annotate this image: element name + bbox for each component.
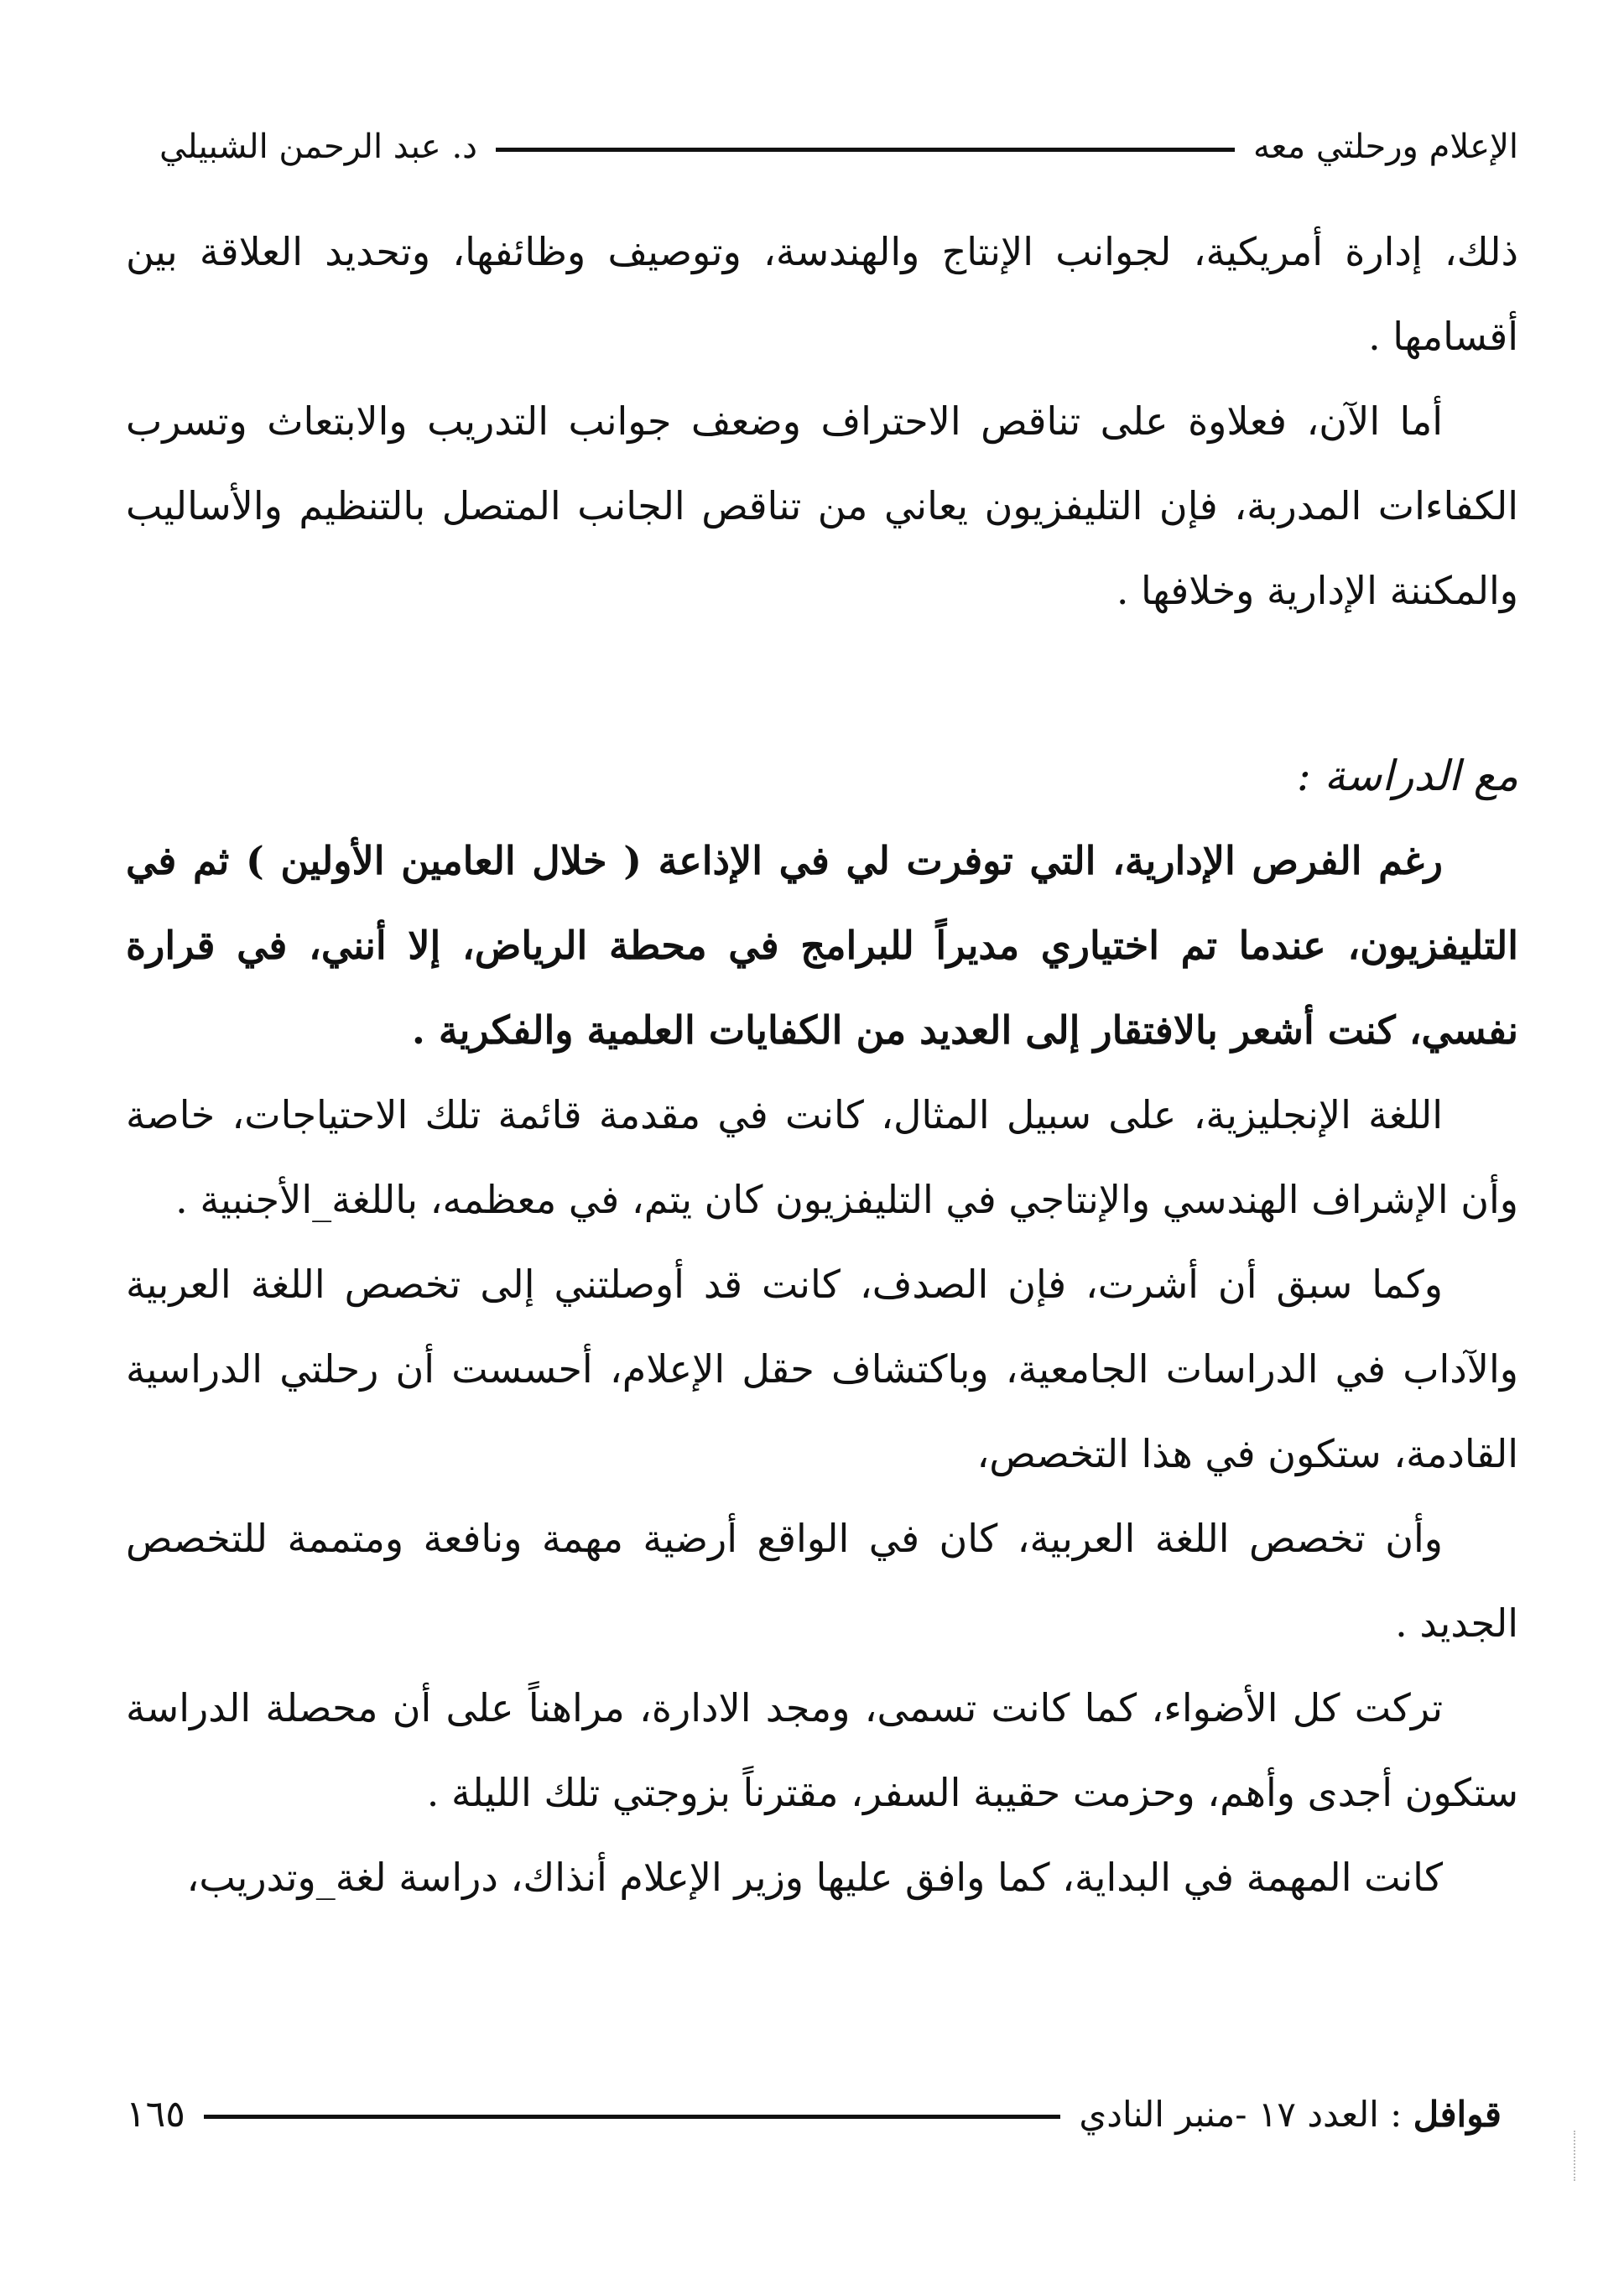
journal-name: قوافل (1413, 2093, 1502, 2135)
paragraph: اللغة الإنجليزية، على سبيل المثال، كانت في مقدمة قائمة تلك الاحتياجات، خاصة وأن الإشراف الهندسي والإنتاجي في التليفزيون كان يتم، في معظمه، باللغة_الأجنبية . (126, 1092, 1518, 1222)
body-text (126, 210, 1518, 1920)
paragraph: وأن تخصص اللغة العربية، كان في الواقع أرضية مهمة ونافعة ومتممة للتخصص الجديد . (126, 1516, 1518, 1646)
header-rule (496, 148, 1235, 152)
running-footer (126, 2080, 1502, 2147)
running-header (159, 117, 1518, 176)
section-heading: مع الدراسة : (1296, 752, 1518, 800)
paragraph: كانت المهمة في البداية، كما وافق عليها وزير الإعلام أنذاك، دراسة لغة_وتدريب، (186, 1855, 1443, 1900)
paragraph: أما الآن، فعلاوة على تناقص الاحتراف وضعف جوانب التدريب والابتعاث وتسرب الكفاءات المدربة، فإن التليفزيون يعاني من تناقص الجانب المتصل بالتنظيم والأساليب والمكننة الإدارية وخلافها . (126, 398, 1518, 613)
paragraph: تركت كل الأضواء، كما كانت تسمى، ومجد الادارة، مراهناً على أن محصلة الدراسة ستكون أجدى وأهم، وحزمت حقيبة السفر، مقترناً بزوجتي تلك الليلة . (126, 1685, 1518, 1815)
page-number: ١٦٥ (126, 2092, 185, 2136)
paragraph: وكما سبق أن أشرت، فإن الصدف، كانت قد أوصلتني إلى تخصص اللغة العربية والآداب في الدراسات الجامعية، وباكتشاف حقل الإعلام، أحسست أن رحلتي الدراسية القادمة، ستكون في هذا التخصص، (126, 1262, 1518, 1476)
author-name: د. عبد الرحمن الشبيلي (159, 128, 477, 166)
scan-speck (1574, 2131, 1577, 2181)
journal-info (1060, 2094, 1502, 2135)
book-title: الإعلام ورحلتي معه (1252, 128, 1518, 166)
paragraph: ذلك، إدارة أمريكية، لجوانب الإنتاج والهندسة، وتوصيف وظائفها، وتحديد العلاقة بين أقسامها . (126, 229, 1518, 359)
paragraph: رغم الفرص الإدارية، التي توفرت لي في الإذاعة ( خلال العامين الأولين ) ثم في التليفزيون، عندما تم اختياري مديراً للبرامج في محطة الرياض، إلا أنني، في قرارة نفسي، كنت أشعر بالافتقار إلى العديد من الكفايات العلمية والفكرية . (126, 838, 1518, 1053)
issue-text: : العدد ١٧ -منبر النادي (1079, 2093, 1403, 2135)
footer-rule (204, 2115, 1061, 2119)
